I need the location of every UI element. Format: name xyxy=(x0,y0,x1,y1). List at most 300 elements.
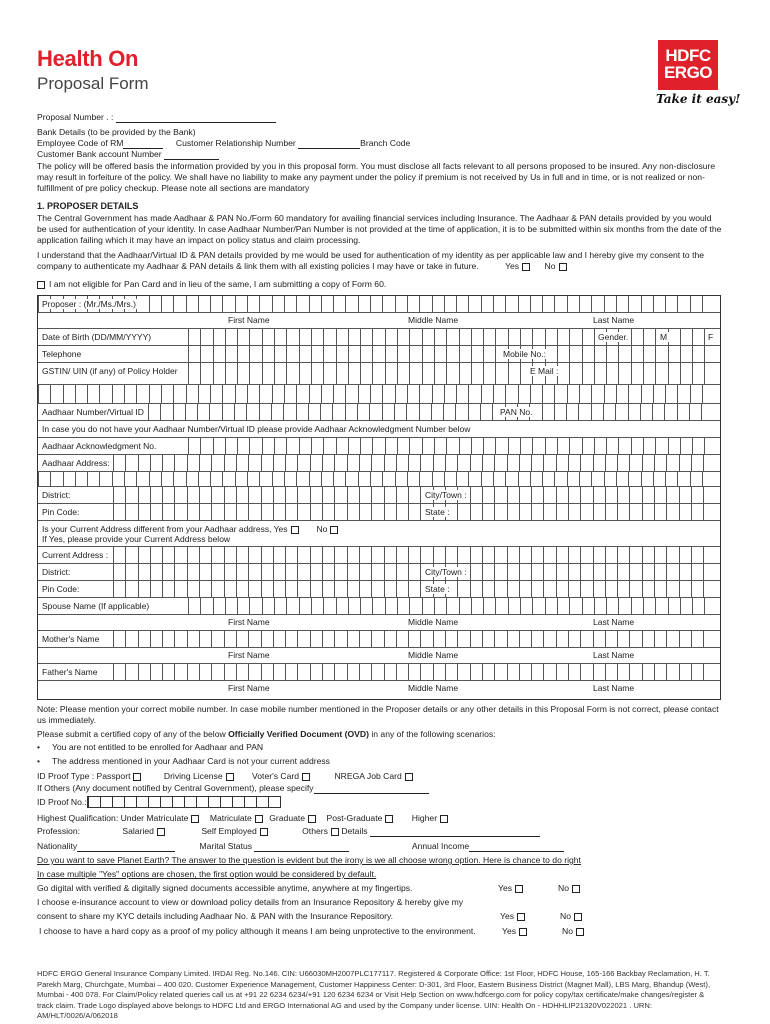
grid-cell[interactable] xyxy=(384,631,396,647)
grid-cell[interactable] xyxy=(225,598,237,614)
grid-cell[interactable] xyxy=(702,296,714,312)
grid-cell[interactable] xyxy=(420,664,432,680)
gstin-row[interactable] xyxy=(38,363,720,385)
grid-cell[interactable] xyxy=(629,455,641,471)
grid-cell[interactable] xyxy=(459,346,471,362)
grid-cell[interactable] xyxy=(162,504,174,520)
grid-cell[interactable] xyxy=(665,472,677,486)
grid-cell[interactable] xyxy=(149,472,161,486)
grid-cell[interactable] xyxy=(692,598,704,614)
grid-cell[interactable] xyxy=(274,363,286,384)
grid-cell[interactable] xyxy=(384,581,396,597)
id-no-cell[interactable] xyxy=(184,797,196,807)
grid-cell[interactable] xyxy=(372,346,384,362)
grid-cell[interactable] xyxy=(187,504,199,520)
grid-cell[interactable] xyxy=(262,363,274,384)
grid-cell[interactable] xyxy=(545,598,557,614)
grid-cell[interactable] xyxy=(334,564,346,580)
grid-cell[interactable] xyxy=(187,581,199,597)
grid-cell[interactable] xyxy=(422,346,434,362)
id-no-cell[interactable] xyxy=(196,797,208,807)
grid-cell[interactable] xyxy=(407,296,419,312)
grid-cell[interactable] xyxy=(297,631,309,647)
grid-cell[interactable] xyxy=(432,472,444,486)
grid-cell[interactable] xyxy=(554,385,566,403)
grid-cell[interactable] xyxy=(235,472,247,486)
address-diff-yes-checkbox[interactable] xyxy=(291,526,299,534)
grid-cell[interactable] xyxy=(283,404,295,420)
grid-cell[interactable] xyxy=(160,404,172,420)
grid-cell[interactable] xyxy=(679,455,691,471)
grid-cell[interactable] xyxy=(508,438,520,454)
grid-cell[interactable] xyxy=(690,385,702,403)
grid-cell[interactable] xyxy=(322,504,334,520)
matric-checkbox[interactable] xyxy=(255,815,263,823)
grid-cell[interactable] xyxy=(370,296,382,312)
grid-cell[interactable] xyxy=(247,296,259,312)
grid-cell[interactable] xyxy=(591,404,603,420)
grid-cell[interactable] xyxy=(296,296,308,312)
grid-cell[interactable] xyxy=(149,385,161,403)
grid-cell[interactable] xyxy=(75,385,87,403)
grid-cell[interactable] xyxy=(631,329,643,345)
grid-cell[interactable] xyxy=(531,631,543,647)
grid-cell[interactable] xyxy=(422,598,434,614)
grid-cell[interactable] xyxy=(409,438,421,454)
grid-cell[interactable] xyxy=(569,438,581,454)
grid-cell[interactable] xyxy=(556,631,568,647)
grid-cell[interactable] xyxy=(396,664,408,680)
grid-cell[interactable] xyxy=(371,631,383,647)
nrega-checkbox[interactable] xyxy=(405,773,413,781)
grid-cell[interactable] xyxy=(113,564,125,580)
grid-cell[interactable] xyxy=(211,547,223,563)
grid-cell[interactable] xyxy=(568,581,580,597)
grid-cell[interactable] xyxy=(445,547,457,563)
grid-cell[interactable] xyxy=(273,564,285,580)
grid-cell[interactable] xyxy=(507,487,519,503)
grid-cell[interactable] xyxy=(432,385,444,403)
grid-cell[interactable] xyxy=(261,487,273,503)
grid-cell[interactable] xyxy=(641,296,653,312)
grid-cell[interactable] xyxy=(334,631,346,647)
grid-cell[interactable] xyxy=(507,664,519,680)
grid-cell[interactable] xyxy=(543,581,555,597)
grid-cell[interactable] xyxy=(482,581,494,597)
grid-cell[interactable] xyxy=(286,329,298,345)
grid-cell[interactable] xyxy=(224,504,236,520)
grid-cell[interactable] xyxy=(704,346,716,362)
grid-cell[interactable] xyxy=(211,581,223,597)
grid-cell[interactable] xyxy=(494,564,506,580)
grid-cell[interactable] xyxy=(311,438,323,454)
grid-cell[interactable] xyxy=(284,385,296,403)
grid-cell[interactable] xyxy=(459,363,471,384)
grid-cell[interactable] xyxy=(211,487,223,503)
grid-cell[interactable] xyxy=(261,564,273,580)
grid-cell[interactable] xyxy=(409,598,421,614)
grid-cell[interactable] xyxy=(604,296,616,312)
grid-cell[interactable] xyxy=(419,296,431,312)
grid-cell[interactable] xyxy=(237,363,249,384)
grid-cell[interactable] xyxy=(543,664,555,680)
grid-cell[interactable] xyxy=(508,329,520,345)
grid-cell[interactable] xyxy=(273,581,285,597)
grid-cell[interactable] xyxy=(396,631,408,647)
grid-cell[interactable] xyxy=(631,346,643,362)
grid-cell[interactable] xyxy=(200,438,212,454)
grid-cell[interactable] xyxy=(199,664,211,680)
grid-cell[interactable] xyxy=(470,664,482,680)
grid-cell[interactable] xyxy=(457,631,469,647)
grid-cell[interactable] xyxy=(249,346,261,362)
grid-cell[interactable] xyxy=(642,547,654,563)
grid-cell[interactable] xyxy=(654,455,666,471)
grid-cell[interactable] xyxy=(382,296,394,312)
grid-cell[interactable] xyxy=(273,664,285,680)
grid-cell[interactable] xyxy=(237,329,249,345)
grid-cell[interactable] xyxy=(174,564,186,580)
grid-cell[interactable] xyxy=(654,504,666,520)
grid-cell[interactable] xyxy=(124,385,136,403)
grid-cell[interactable] xyxy=(591,296,603,312)
grid-cell[interactable] xyxy=(297,664,309,680)
grid-cell[interactable] xyxy=(593,664,605,680)
grid-cell[interactable] xyxy=(483,598,495,614)
grid-cell[interactable] xyxy=(593,631,605,647)
undermatric-checkbox[interactable] xyxy=(191,815,199,823)
grid-cell[interactable] xyxy=(347,455,359,471)
grid-cell[interactable] xyxy=(691,664,703,680)
grid-cell[interactable] xyxy=(297,504,309,520)
grid-cell[interactable] xyxy=(150,487,162,503)
grid-cell[interactable] xyxy=(481,385,493,403)
grid-cell[interactable] xyxy=(249,329,261,345)
grid-cell[interactable] xyxy=(457,664,469,680)
grid-cell[interactable] xyxy=(359,581,371,597)
grid-cell[interactable] xyxy=(419,385,431,403)
grid-cell[interactable] xyxy=(225,363,237,384)
grid-cell[interactable] xyxy=(594,438,606,454)
grid-cell[interactable] xyxy=(259,296,271,312)
grid-cell[interactable] xyxy=(360,329,372,345)
grid-cell[interactable] xyxy=(347,581,359,597)
grid-cell[interactable] xyxy=(322,547,334,563)
grid-cell[interactable] xyxy=(434,346,446,362)
grid-cell[interactable] xyxy=(236,487,248,503)
grid-cell[interactable] xyxy=(557,329,569,345)
grid-cell[interactable] xyxy=(384,564,396,580)
grid-cell[interactable] xyxy=(556,455,568,471)
grid-cell[interactable] xyxy=(569,346,581,362)
grid-cell[interactable] xyxy=(372,438,384,454)
voter-checkbox[interactable] xyxy=(302,773,310,781)
grid-cell[interactable] xyxy=(691,487,703,503)
grid-cell[interactable] xyxy=(470,487,482,503)
grid-cell[interactable] xyxy=(431,404,443,420)
grid-cell[interactable] xyxy=(224,631,236,647)
grid-cell[interactable] xyxy=(248,564,260,580)
grid-cell[interactable] xyxy=(434,363,446,384)
grid-cell[interactable] xyxy=(113,487,125,503)
id-no-cell[interactable] xyxy=(244,797,256,807)
grid-cell[interactable] xyxy=(334,504,346,520)
grid-cell[interactable] xyxy=(629,487,641,503)
father-row[interactable] xyxy=(38,664,720,681)
grid-cell[interactable] xyxy=(138,455,150,471)
grid-cell[interactable] xyxy=(149,296,161,312)
grid-cell[interactable] xyxy=(322,455,334,471)
grid-cell[interactable] xyxy=(358,385,370,403)
grid-cell[interactable] xyxy=(642,455,654,471)
grid-cell[interactable] xyxy=(408,564,420,580)
grid-cell[interactable] xyxy=(188,363,200,384)
grid-cell[interactable] xyxy=(311,363,323,384)
grid-cell[interactable] xyxy=(384,664,396,680)
grid-cell[interactable] xyxy=(371,504,383,520)
grid-cell[interactable] xyxy=(605,564,617,580)
grid-cell[interactable] xyxy=(162,547,174,563)
grid-cell[interactable] xyxy=(580,664,592,680)
grid-cell[interactable] xyxy=(666,504,678,520)
grid-cell[interactable] xyxy=(188,598,200,614)
grid-cell[interactable] xyxy=(519,455,531,471)
grid-cell[interactable] xyxy=(582,329,594,345)
grid-cell[interactable] xyxy=(617,455,629,471)
grid-cell[interactable] xyxy=(655,363,667,384)
grid-cell[interactable] xyxy=(408,631,420,647)
grid-cell[interactable] xyxy=(395,472,407,486)
grid-cell[interactable] xyxy=(273,487,285,503)
grid-cell[interactable] xyxy=(199,487,211,503)
grid-cell[interactable] xyxy=(655,438,667,454)
others-field[interactable] xyxy=(314,793,429,794)
grid-cell[interactable] xyxy=(299,329,311,345)
grid-cell[interactable] xyxy=(617,487,629,503)
grid-cell[interactable] xyxy=(125,504,137,520)
grid-cell[interactable] xyxy=(618,438,630,454)
grid-cell[interactable] xyxy=(348,438,360,454)
grid-cell[interactable] xyxy=(198,296,210,312)
grid-cell[interactable] xyxy=(482,504,494,520)
grid-cell[interactable] xyxy=(297,547,309,563)
grid-cell[interactable] xyxy=(468,296,480,312)
grid-cell[interactable] xyxy=(444,296,456,312)
grid-cell[interactable] xyxy=(236,455,248,471)
grid-cell[interactable] xyxy=(617,664,629,680)
grid-cell[interactable] xyxy=(384,547,396,563)
grid-cell[interactable] xyxy=(628,404,640,420)
grid-cell[interactable] xyxy=(629,581,641,597)
grid-cell[interactable] xyxy=(692,438,704,454)
grid-cell[interactable] xyxy=(237,438,249,454)
grid-cell[interactable] xyxy=(594,363,606,384)
gender-m[interactable]: M xyxy=(660,332,668,342)
grid-cell[interactable] xyxy=(246,404,258,420)
grid-cell[interactable] xyxy=(617,547,629,563)
grid-cell[interactable] xyxy=(224,455,236,471)
grid-cell[interactable] xyxy=(236,504,248,520)
grid-cell[interactable] xyxy=(507,455,519,471)
grid-cell[interactable] xyxy=(347,631,359,647)
grid-cell[interactable] xyxy=(407,472,419,486)
grid-cell[interactable] xyxy=(259,404,271,420)
grid-cell[interactable] xyxy=(665,296,677,312)
grid-cell[interactable] xyxy=(347,504,359,520)
grid-cell[interactable] xyxy=(188,346,200,362)
grid-cell[interactable] xyxy=(334,581,346,597)
id-no-cell[interactable] xyxy=(160,797,172,807)
grid-cell[interactable] xyxy=(580,487,592,503)
grid-cell[interactable] xyxy=(222,296,234,312)
grid-cell[interactable] xyxy=(237,346,249,362)
grid-cell[interactable] xyxy=(249,438,261,454)
grid-cell[interactable] xyxy=(237,598,249,614)
grid-cell[interactable] xyxy=(222,472,234,486)
grid-cell[interactable] xyxy=(443,404,455,420)
grid-cell[interactable] xyxy=(138,664,150,680)
grid-cell[interactable] xyxy=(519,564,531,580)
grid-cell[interactable] xyxy=(505,472,517,486)
grid-cell[interactable] xyxy=(247,385,259,403)
grid-cell[interactable] xyxy=(434,598,446,614)
grid-cell[interactable] xyxy=(384,504,396,520)
grid-cell[interactable] xyxy=(397,438,409,454)
grid-cell[interactable] xyxy=(385,438,397,454)
grid-cell[interactable] xyxy=(359,664,371,680)
grid-cell[interactable] xyxy=(531,455,543,471)
grid-cell[interactable] xyxy=(556,487,568,503)
others-prof-checkbox[interactable] xyxy=(331,828,339,836)
grid-cell[interactable] xyxy=(629,547,641,563)
grid-cell[interactable] xyxy=(569,363,581,384)
grid-cell[interactable] xyxy=(173,472,185,486)
grid-cell[interactable] xyxy=(433,664,445,680)
grid-cell[interactable] xyxy=(136,385,148,403)
grid-cell[interactable] xyxy=(677,296,689,312)
grid-cell[interactable] xyxy=(348,346,360,362)
grid-cell[interactable] xyxy=(629,664,641,680)
grid-cell[interactable] xyxy=(495,329,507,345)
grid-cell[interactable] xyxy=(631,598,643,614)
grid-cell[interactable] xyxy=(357,404,369,420)
grid-cell[interactable] xyxy=(262,438,274,454)
grid-cell[interactable] xyxy=(679,664,691,680)
grid-cell[interactable] xyxy=(691,504,703,520)
grid-cell[interactable] xyxy=(457,504,469,520)
higher-checkbox[interactable] xyxy=(440,815,448,823)
grid-cell[interactable] xyxy=(679,504,691,520)
grid-cell[interactable] xyxy=(446,598,458,614)
grid-cell[interactable] xyxy=(162,455,174,471)
grid-cell[interactable] xyxy=(333,385,345,403)
current-address-row[interactable] xyxy=(38,547,720,564)
grid-cell[interactable] xyxy=(606,346,618,362)
crn-field[interactable] xyxy=(298,148,360,149)
grid-cell[interactable] xyxy=(186,472,198,486)
grid-cell[interactable] xyxy=(224,581,236,597)
grid-cell[interactable] xyxy=(679,631,691,647)
grid-cell[interactable] xyxy=(456,385,468,403)
grid-cell[interactable] xyxy=(653,385,665,403)
consent-no-checkbox[interactable] xyxy=(559,263,567,271)
grid-cell[interactable] xyxy=(359,455,371,471)
grid-cell[interactable] xyxy=(568,455,580,471)
grid-cell[interactable] xyxy=(668,346,680,362)
grid-cell[interactable] xyxy=(285,581,297,597)
grid-cell[interactable] xyxy=(691,547,703,563)
grid-cell[interactable] xyxy=(248,504,260,520)
grid-cell[interactable] xyxy=(470,547,482,563)
grid-cell[interactable] xyxy=(285,564,297,580)
grid-cell[interactable] xyxy=(112,385,124,403)
grid-cell[interactable] xyxy=(382,472,394,486)
grid-cell[interactable] xyxy=(556,547,568,563)
grid-cell[interactable] xyxy=(408,487,420,503)
grid-cell[interactable] xyxy=(333,296,345,312)
grid-cell[interactable] xyxy=(323,438,335,454)
grid-cell[interactable] xyxy=(617,504,629,520)
grid-cell[interactable] xyxy=(582,598,594,614)
grid-cell[interactable] xyxy=(580,504,592,520)
grid-cell[interactable] xyxy=(63,385,75,403)
grid-cell[interactable] xyxy=(225,438,237,454)
grid-cell[interactable] xyxy=(310,631,322,647)
grid-cell[interactable] xyxy=(125,564,137,580)
grid-cell[interactable] xyxy=(396,547,408,563)
grid-cell[interactable] xyxy=(704,363,716,384)
grid-cell[interactable] xyxy=(224,547,236,563)
grid-cell[interactable] xyxy=(545,438,557,454)
grid-cell[interactable] xyxy=(138,631,150,647)
id-no-cell[interactable] xyxy=(172,797,184,807)
grid-cell[interactable] xyxy=(347,487,359,503)
grid-cell[interactable] xyxy=(225,346,237,362)
grid-cell[interactable] xyxy=(248,581,260,597)
grid-cell[interactable] xyxy=(273,547,285,563)
grid-cell[interactable] xyxy=(532,329,544,345)
grid-cell[interactable] xyxy=(446,346,458,362)
grid-cell[interactable] xyxy=(369,404,381,420)
grid-cell[interactable] xyxy=(333,472,345,486)
grid-cell[interactable] xyxy=(666,455,678,471)
grid-cell[interactable] xyxy=(310,504,322,520)
grid-cell[interactable] xyxy=(385,329,397,345)
grid-cell[interactable] xyxy=(309,296,321,312)
gender-f[interactable]: F xyxy=(708,332,714,342)
grid-cell[interactable] xyxy=(543,504,555,520)
grid-cell[interactable] xyxy=(580,564,592,580)
grid-cell[interactable] xyxy=(285,487,297,503)
grid-cell[interactable] xyxy=(113,455,125,471)
grid-cell[interactable] xyxy=(345,404,357,420)
grid-cell[interactable] xyxy=(557,346,569,362)
grid-cell[interactable] xyxy=(444,385,456,403)
grid-cell[interactable] xyxy=(224,664,236,680)
grid-cell[interactable] xyxy=(50,472,62,486)
grid-cell[interactable] xyxy=(222,385,234,403)
grid-cell[interactable] xyxy=(211,504,223,520)
grid-cell[interactable] xyxy=(704,438,716,454)
mother-row[interactable] xyxy=(38,631,720,648)
grid-cell[interactable] xyxy=(162,581,174,597)
grid-cell[interactable] xyxy=(261,631,273,647)
grid-cell[interactable] xyxy=(604,385,616,403)
grid-cell[interactable] xyxy=(87,472,99,486)
grid-cell[interactable] xyxy=(543,547,555,563)
grid-cell[interactable] xyxy=(520,438,532,454)
grid-cell[interactable] xyxy=(200,363,212,384)
